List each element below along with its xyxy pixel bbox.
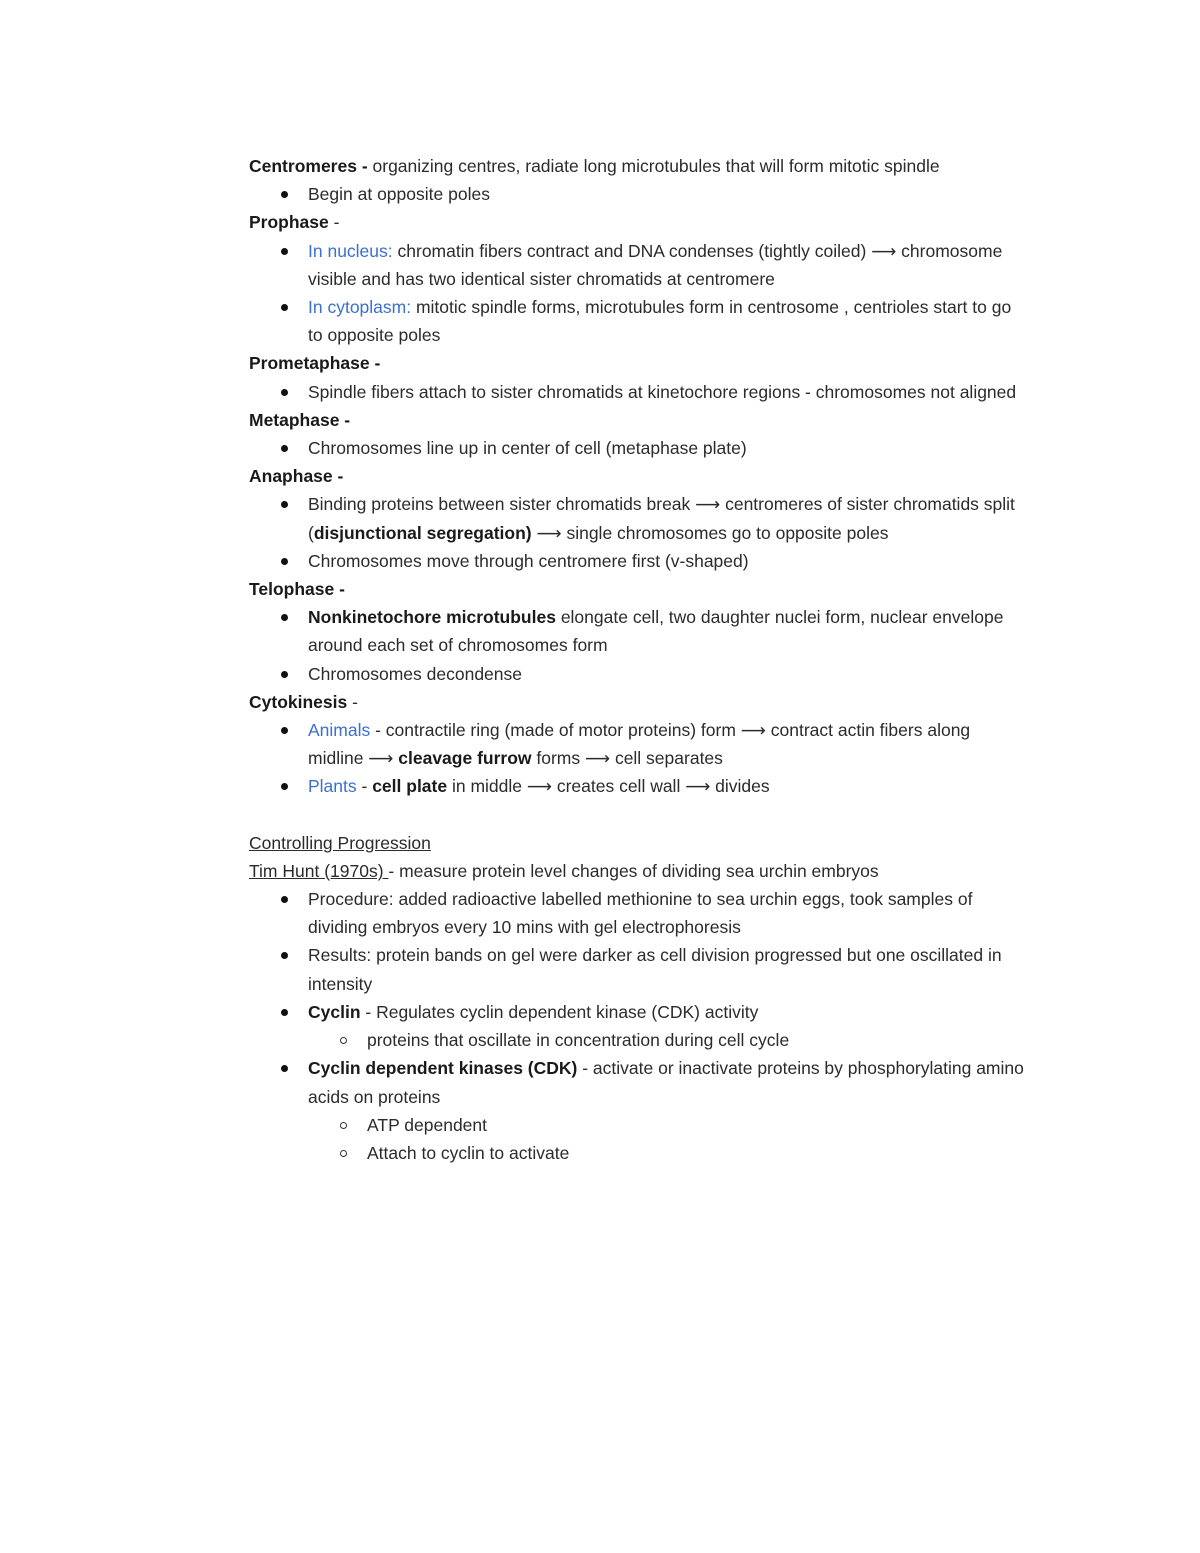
tim-hunt-text: - measure protein level changes of dividing sea urchin embryos xyxy=(388,860,879,881)
notes-body xyxy=(249,152,1029,1167)
telophase-list xyxy=(249,603,1029,688)
prometaphase-term: Prometaphase - xyxy=(249,353,381,374)
cytokinesis-heading xyxy=(249,688,1029,716)
in-nucleus-text: chromatin fibers contract and DNA condenses (tightly coiled) ⟶ chromosome visible and has two identical sister chromatids at centromere xyxy=(308,240,1003,289)
list-item xyxy=(308,1054,1029,1167)
list-item xyxy=(308,603,1029,659)
list-item: ATP dependent xyxy=(367,1111,1029,1139)
list-item: Begin at opposite poles xyxy=(308,180,1029,208)
list-item: Chromosomes move through centromere first (v-shaped) xyxy=(308,547,1029,575)
tim-hunt-line xyxy=(249,857,1029,885)
centromeres-desc: organizing centres, radiate long microtubules that will form mitotic spindle xyxy=(367,156,940,176)
prophase-term: Prophase xyxy=(249,212,329,233)
cleavage-furrow-term: cleavage furrow xyxy=(398,748,532,769)
list-item xyxy=(308,237,1029,293)
prophase-heading xyxy=(249,208,1029,236)
in-cytoplasm-label: In cytoplasm: xyxy=(308,297,412,318)
tim-hunt-label: Tim Hunt (1970s) xyxy=(249,860,389,881)
in-cytoplasm-text: mitotic spindle forms, microtubules form in centrosome , centrioles start to go to opposite poles xyxy=(308,297,1012,346)
disjunctional-segregation-term: disjunctional segregation) xyxy=(313,522,532,543)
nonkinetochore-term: Nonkinetochore microtubules xyxy=(308,607,556,628)
centromeres-line xyxy=(249,152,1029,180)
list-item xyxy=(308,490,1029,546)
cdk-term: Cyclin dependent kinases (CDK) xyxy=(308,1058,578,1079)
cell-plate-term: cell plate xyxy=(372,776,448,797)
metaphase-term: Metaphase - xyxy=(249,409,351,430)
list-item xyxy=(308,998,1029,1054)
anaphase-list xyxy=(249,490,1029,575)
controlling-progression-title: Controlling Progression xyxy=(249,832,431,853)
list-item: Chromosomes line up in center of cell (metaphase plate) xyxy=(308,434,1029,462)
prometaphase-list xyxy=(249,378,1029,406)
cdk-sublist xyxy=(308,1111,1029,1167)
list-item xyxy=(308,772,1029,800)
cytokinesis-list xyxy=(249,716,1029,801)
prometaphase-heading xyxy=(249,349,1029,377)
animals-pre: - contractile ring (made of motor proteins) form ⟶ contract actin fibers along midline ⟶ xyxy=(308,720,971,769)
plants-label: Plants xyxy=(308,776,357,797)
metaphase-list xyxy=(249,434,1029,462)
list-item: Attach to cyclin to activate xyxy=(367,1139,1029,1167)
blank-line xyxy=(249,801,1029,829)
anaphase-b1-pre: Binding proteins between sister chromatids break ⟶ centromeres of sister chromatids split ( xyxy=(308,494,1015,543)
cytokinesis-suffix: - xyxy=(347,691,358,712)
anaphase-heading xyxy=(249,462,1029,490)
centromeres-term: Centromeres - xyxy=(249,156,368,176)
telophase-term: Telophase - xyxy=(249,579,345,600)
metaphase-heading xyxy=(249,406,1029,434)
centromeres-list xyxy=(249,180,1029,208)
cyclin-sublist xyxy=(308,1026,1029,1054)
plants-post: in middle ⟶ creates cell wall ⟶ divides xyxy=(447,776,770,797)
cytokinesis-term: Cytokinesis xyxy=(249,691,348,712)
list-item: Procedure: added radioactive labelled methionine to sea urchin eggs, took samples of dividing embryos every 10 mins with gel electrophoresis xyxy=(308,885,1029,941)
telophase-heading xyxy=(249,575,1029,603)
telophase-b1-text: elongate cell, two daughter nuclei form, nuclear envelope around each set of chromosomes form xyxy=(308,607,1004,656)
animals-label: Animals xyxy=(308,720,371,741)
prophase-suffix: - xyxy=(328,212,340,233)
list-item xyxy=(308,293,1029,349)
cyclin-term: Cyclin xyxy=(308,1001,361,1022)
anaphase-b1-post: ⟶ single chromosomes go to opposite poles xyxy=(531,522,889,543)
cyclin-text: - Regulates cyclin dependent kinase (CDK) activity xyxy=(360,1001,759,1022)
list-item: Chromosomes decondense xyxy=(308,660,1029,688)
controlling-progression-heading xyxy=(249,829,1029,857)
anaphase-term: Anaphase - xyxy=(249,466,344,487)
cdk-text: - activate or inactivate proteins by phosphorylating amino acids on proteins xyxy=(308,1058,1024,1107)
list-item: Spindle fibers attach to sister chromatids at kinetochore regions - chromosomes not aligned xyxy=(308,378,1029,406)
in-nucleus-label: In nucleus: xyxy=(308,240,393,261)
prophase-list xyxy=(249,237,1029,350)
list-item: Results: protein bands on gel were darker as cell division progressed but one oscillated in intensity xyxy=(308,941,1029,997)
tim-hunt-list xyxy=(249,885,1029,1167)
list-item: proteins that oscillate in concentration during cell cycle xyxy=(367,1026,1029,1054)
animals-post: forms ⟶ cell separates xyxy=(531,748,723,769)
plants-pre: - xyxy=(356,776,373,797)
list-item xyxy=(308,716,1029,772)
